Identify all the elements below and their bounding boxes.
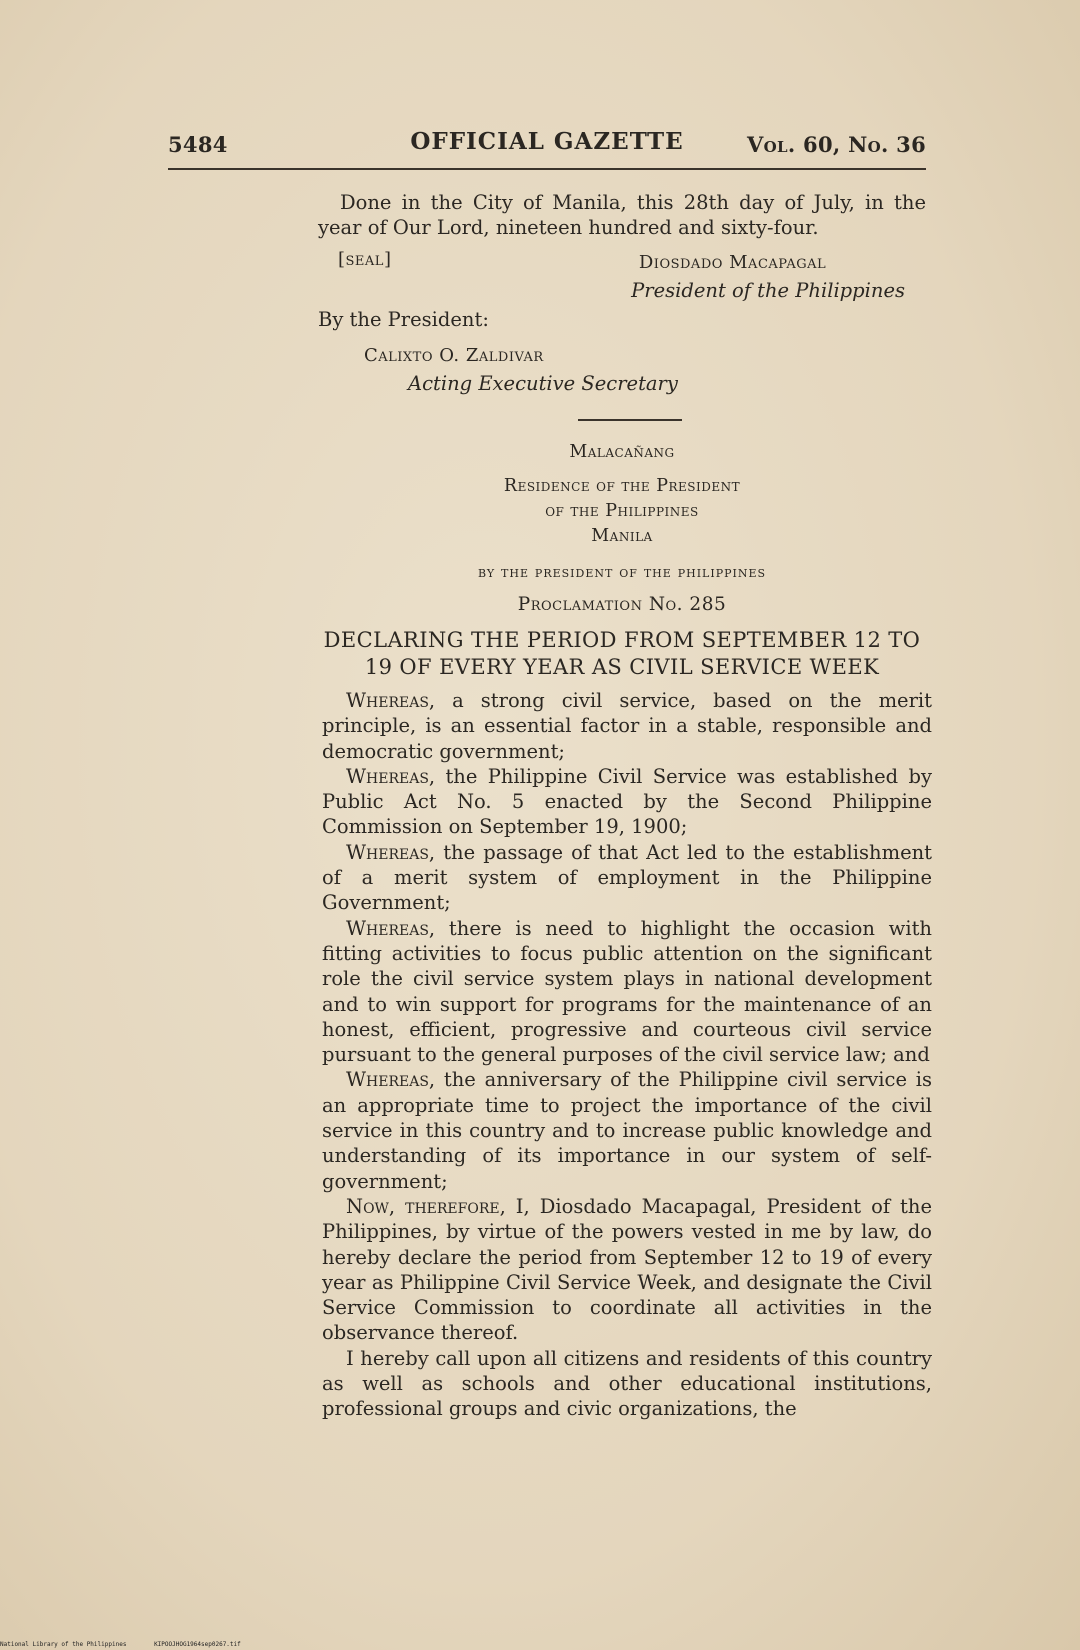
residence-block — [318, 474, 926, 549]
body-paragraph: Whereas, the anniversary of the Philippine civil service is an appropriate time to project the importance of the civil service in this country and to increase public knowledge and understanding of its importance in our system of self-government; — [322, 1068, 932, 1193]
section-divider — [578, 419, 682, 421]
secretary-title: Acting Executive Secretary — [408, 372, 678, 395]
proclamation-title: DECLARING THE PERIOD FROM SEPTEMBER 12 TO 19 OF EVERY YEAR AS CIVIL SERVICE WEEK — [323, 628, 921, 679]
by-the-president-line: By the President: — [318, 308, 489, 331]
office-name: Malacañang — [569, 442, 675, 462]
scan-filename: KIPOOJHOG1964sep0267.tif — [154, 1641, 241, 1648]
secretary-signature-block — [364, 342, 678, 398]
proclamation-number: Proclamation No. 285 — [517, 594, 727, 615]
proclamation-body — [322, 688, 932, 1422]
secretary-name: Calixto O. Zaldivar — [364, 345, 544, 366]
president-name: Diosdado Macapagal — [638, 252, 827, 273]
residence-line-2: of the Philippines — [545, 501, 699, 521]
residence-line-3: Manila — [591, 526, 653, 546]
body-paragraph: Whereas, the Philippine Civil Service was established by Public Act No. 5 enacted by the Second Philippine Commission on September 19, 1900; — [322, 764, 932, 839]
president-title: President of the Philippines — [631, 279, 905, 302]
residence-line-1: Residence of the President — [503, 476, 741, 496]
publication-title: OFFICIAL GAZETTE — [410, 128, 684, 155]
scan-footer — [0, 1641, 265, 1648]
body-paragraph: Whereas, the passage of that Act led to the establishment of a merit system of employment in the Philippine Government; — [322, 840, 932, 915]
body-paragraph: Now, therefore, I, Diosdado Macapagal, President of the Philippines, by virtue of the powers vested in me by law, do hereby declare the period from September 12 to 19 of every year as Philippine Civil Service Week, and designate the Civil Service Commission to coordinate all activities in the observance thereof. — [322, 1194, 932, 1345]
page-header — [168, 128, 926, 164]
president-signature-block — [560, 249, 905, 305]
body-paragraph: Whereas, there is need to highlight the occasion with fitting activities to focus public attention on the significant role the civil service system plays in national development and to win support for programs for the maintenance of an honest, efficient, progressive and courteous civil service pursuant to the general purposes of the civil service law; and — [322, 916, 932, 1067]
body-paragraph: Whereas, a strong civil service, based on the merit principle, is an essential factor in a stable, responsible and democratic government; — [322, 689, 932, 763]
library-credit: National Library of the Philippines — [0, 1641, 127, 1648]
header-divider — [168, 168, 926, 170]
volume-number: Vol. 60, No. 36 — [747, 132, 926, 157]
done-statement: Done in the City of Manila, this 28th day of July, in the year of Our Lord, nineteen hundred and sixty-four. — [318, 191, 926, 240]
by-line: by the president of the philippines — [477, 563, 767, 581]
seal-mark: [seal] — [338, 249, 392, 270]
page-number: 5484 — [168, 132, 228, 157]
body-paragraph: I hereby call upon all citizens and residents of this country as well as schools and other educational institutions, professional groups and civic organizations, the — [322, 1346, 932, 1421]
